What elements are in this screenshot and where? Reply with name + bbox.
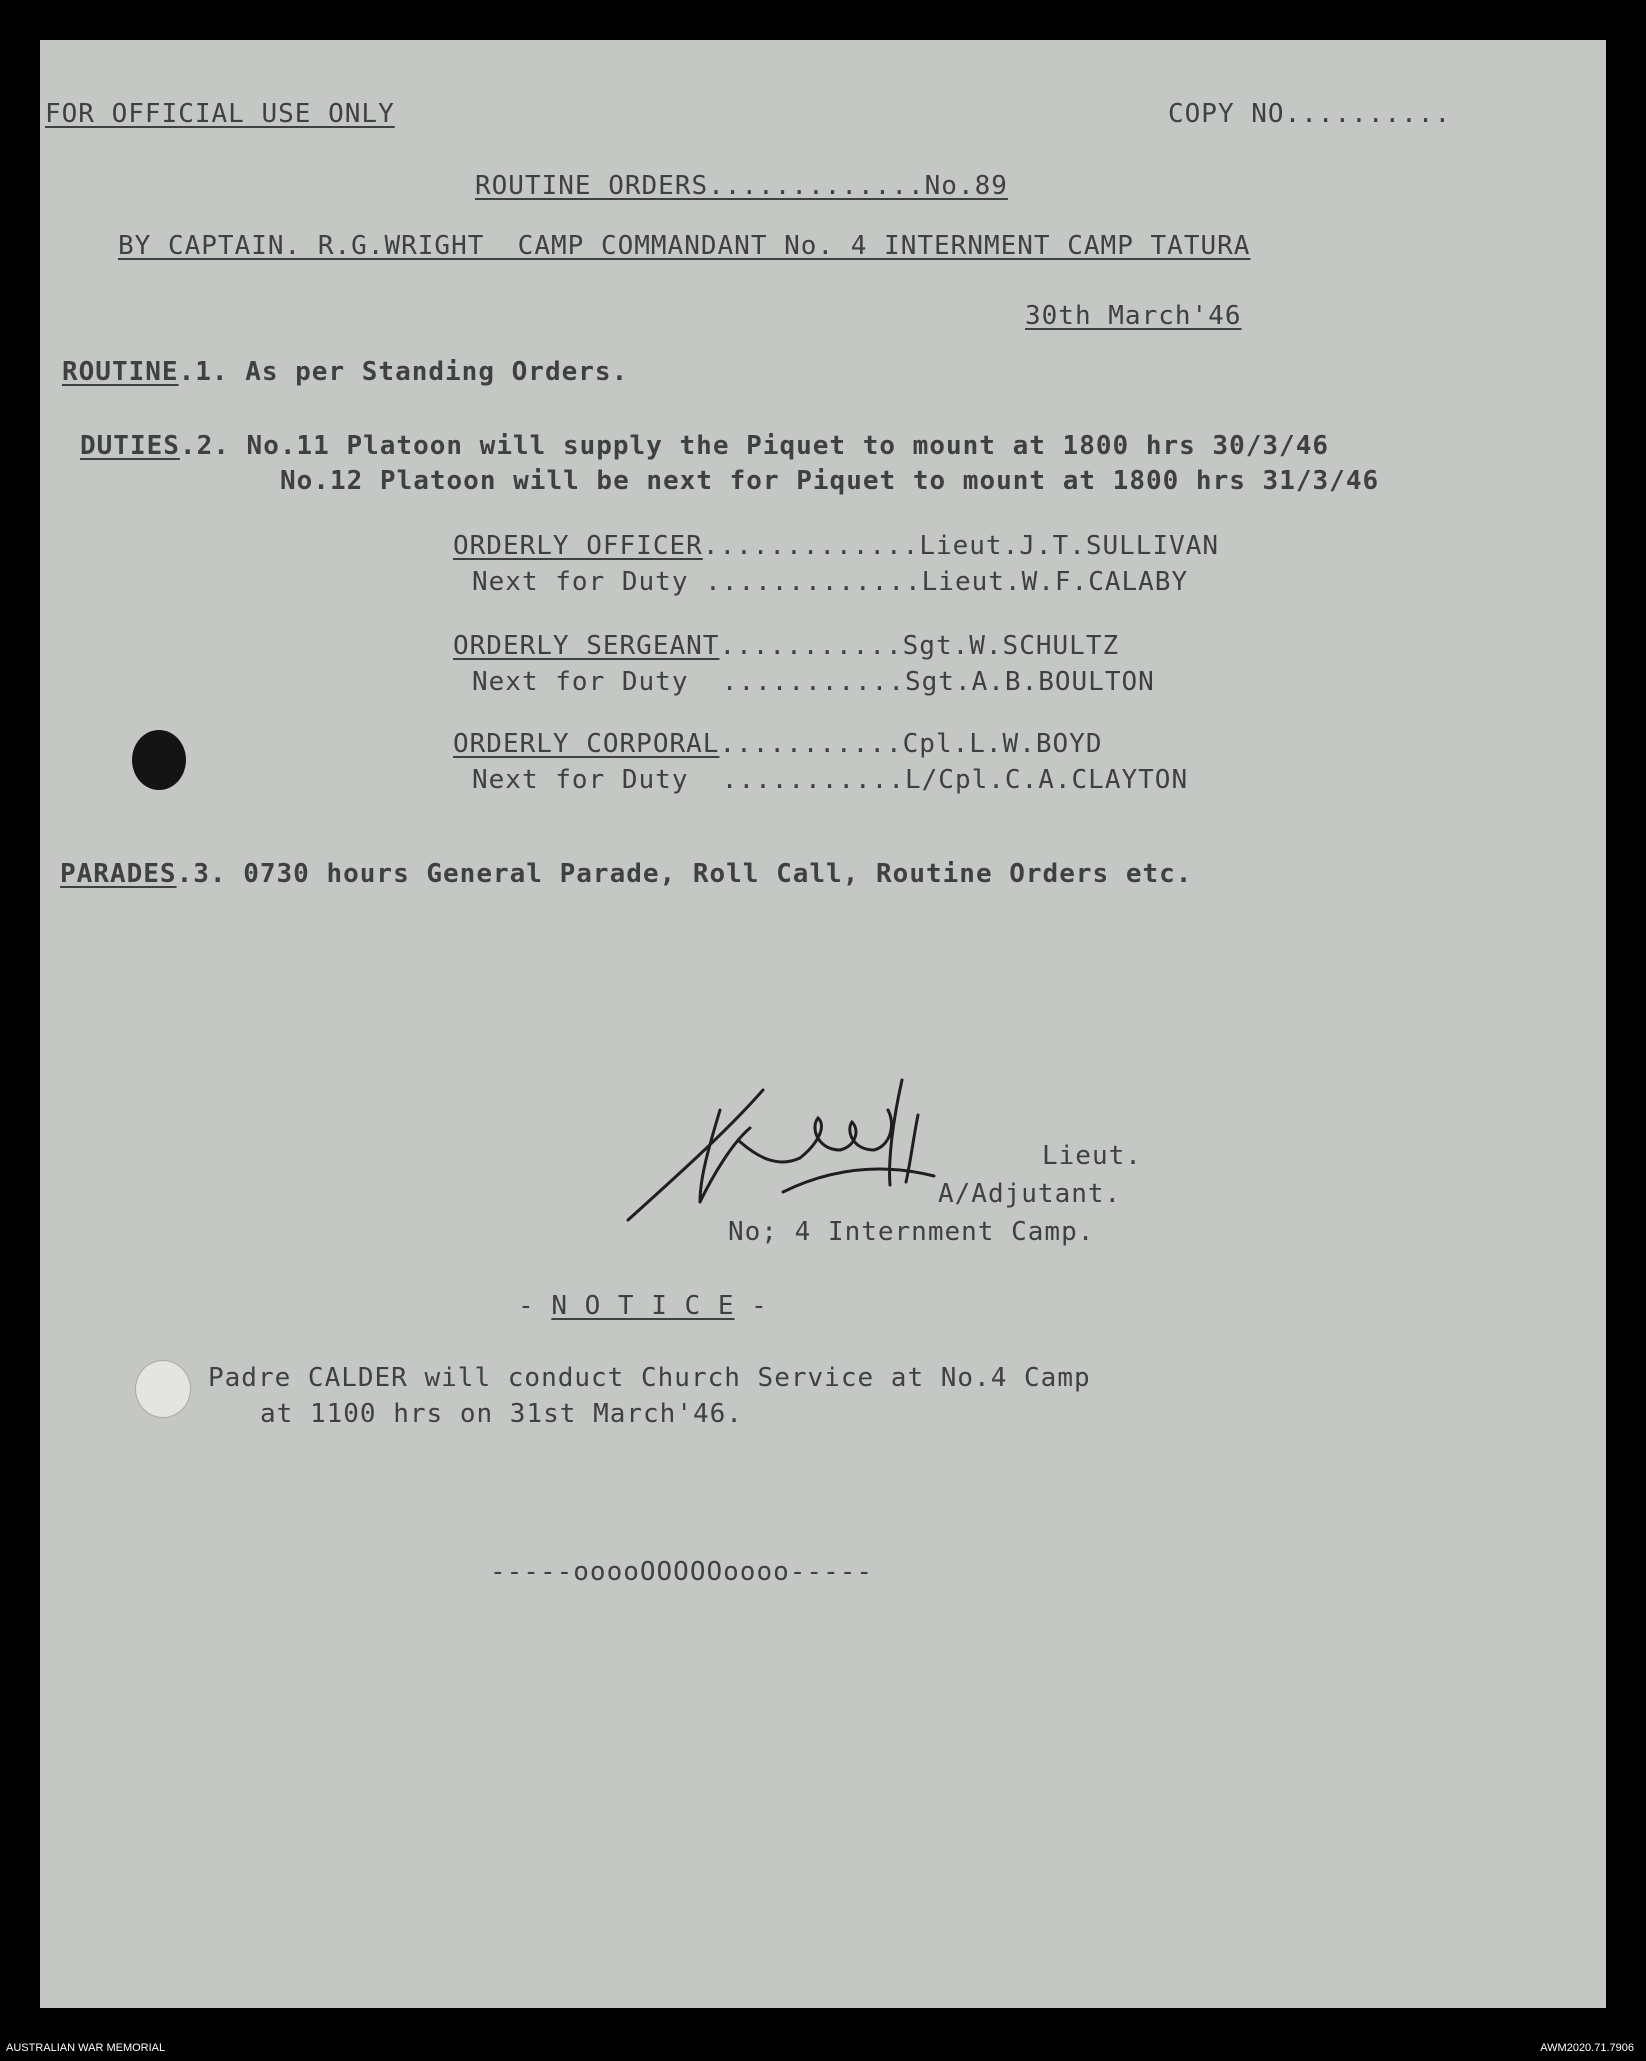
- orderly-corporal-row: [453, 728, 1102, 760]
- orderly-sergeant-next-row: [472, 666, 1155, 698]
- next-officer-name: Lieut.W.F.CALABY: [921, 567, 1189, 597]
- notice-line-1: Padre CALDER will conduct Church Service at No.4 Camp: [208, 1363, 1091, 1393]
- routine-text: .1. As per Standing Orders.: [178, 357, 629, 387]
- orderly-corporal-name: Cpl.L.W.BOYD: [902, 729, 1103, 759]
- duties-line-2: No.12 Platoon will be next for Piquet to mount at 1800 hrs 31/3/46: [280, 466, 1380, 496]
- orderly-sergeant-row: [453, 630, 1119, 662]
- parades-text: .3. 0730 hours General Parade, Roll Call, Routine Orders etc.: [176, 859, 1193, 889]
- next-for-duty-dots: ...........: [688, 667, 905, 697]
- next-for-duty-dots: .............: [688, 567, 922, 597]
- orderly-corporal-dots: ...........: [719, 729, 903, 759]
- duties-paragraph: [80, 430, 1329, 462]
- next-corporal-name: L/Cpl.C.A.CLAYTON: [905, 765, 1189, 795]
- archive-reference: AWM2020.71.7906: [1540, 2042, 1634, 2054]
- parades-paragraph: [60, 858, 1192, 890]
- orderly-corporal-label: ORDERLY CORPORAL: [453, 729, 720, 759]
- notice-heading-prefix: -: [518, 1291, 552, 1321]
- document-page: [40, 40, 1606, 2008]
- orderly-sergeant-dots: ...........: [719, 631, 903, 661]
- notice-heading-text: N O T I C E: [551, 1291, 735, 1321]
- signatory-rank: Lieut.: [1042, 1141, 1142, 1171]
- parades-label: PARADES: [60, 859, 177, 889]
- next-sergeant-name: Sgt.A.B.BOULTON: [905, 667, 1155, 697]
- orderly-officer-dots: .............: [702, 531, 920, 561]
- notice-heading: [518, 1290, 768, 1322]
- orderly-sergeant-label: ORDERLY SERGEANT: [453, 631, 720, 661]
- orderly-officer-name: Lieut.J.T.SULLIVAN: [919, 531, 1220, 561]
- orderly-officer-next-row: [472, 566, 1188, 598]
- punch-hole-reinforced: [135, 1360, 191, 1418]
- next-for-duty-label: Next for Duty: [472, 567, 689, 597]
- classification-marking: FOR OFFICIAL USE ONLY: [45, 99, 395, 129]
- notice-line-2: at 1100 hrs on 31st March'46.: [260, 1399, 743, 1429]
- punch-hole: [132, 730, 186, 790]
- duties-label: DUTIES: [80, 431, 180, 461]
- routine-label: ROUTINE: [62, 357, 179, 387]
- next-for-duty-dots: ...........: [688, 765, 905, 795]
- orderly-sergeant-name: Sgt.W.SCHULTZ: [902, 631, 1120, 661]
- routine-paragraph: [62, 356, 628, 388]
- orderly-corporal-next-row: [472, 764, 1188, 796]
- orderly-officer-label: ORDERLY OFFICER: [453, 531, 703, 561]
- copy-number: COPY NO..........: [1168, 99, 1452, 129]
- order-date: 30th March'46: [1025, 301, 1242, 331]
- archive-credit: AUSTRALIAN WAR MEMORIAL: [6, 2042, 166, 2054]
- duties-line-1: .2. No.11 Platoon will supply the Piquet to mount at 1800 hrs 30/3/46: [179, 431, 1330, 461]
- signatory-unit: No; 4 Internment Camp.: [728, 1217, 1095, 1247]
- notice-heading-suffix: -: [734, 1291, 768, 1321]
- next-for-duty-label: Next for Duty: [472, 765, 689, 795]
- signatory-role: A/Adjutant.: [938, 1179, 1122, 1209]
- issuer-line: BY CAPTAIN. R.G.WRIGHT CAMP COMMANDANT No. 4 INTERNMENT CAMP TATURA: [118, 231, 1251, 261]
- orderly-officer-row: [453, 530, 1219, 562]
- next-for-duty-label: Next for Duty: [472, 667, 689, 697]
- orders-title: ROUTINE ORDERS.............No.89: [475, 171, 1008, 201]
- end-divider: -----ooooOOOOOoooo-----: [490, 1557, 874, 1587]
